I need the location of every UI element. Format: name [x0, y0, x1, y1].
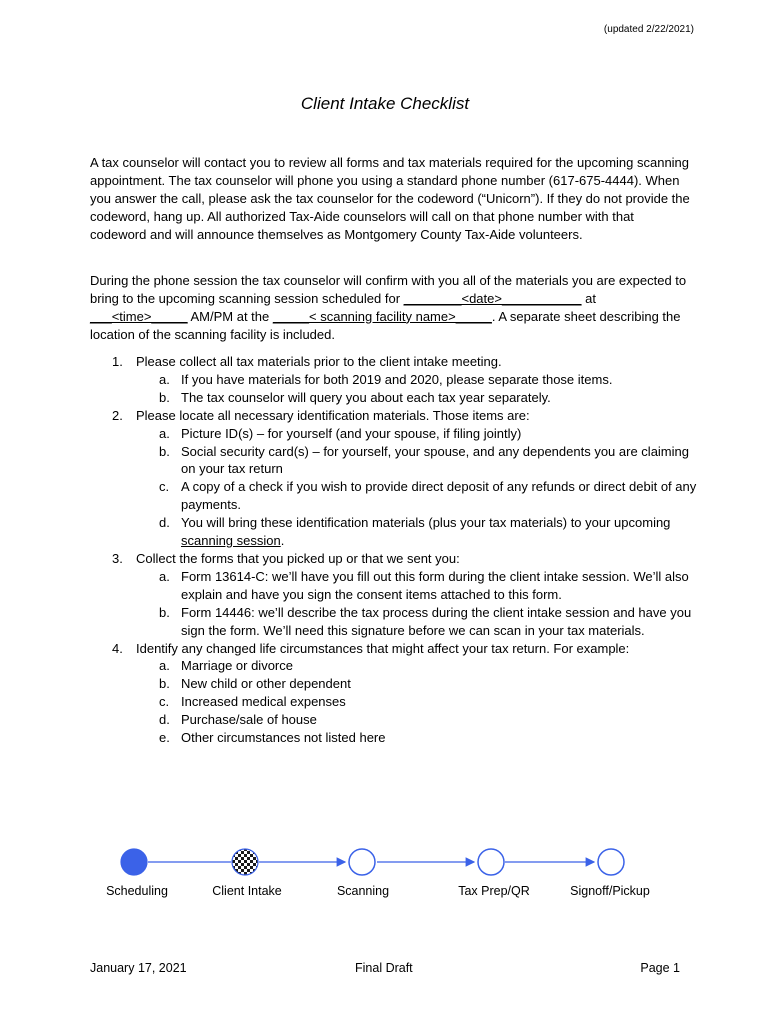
subitem-text-end: .: [280, 533, 285, 549]
subitem-text: Form 13614-C: we’ll have you fill out this form during the client intake session. We’ll also explain and have you sign the consent items attached to this form.: [181, 568, 689, 602]
session-paragraph: [90, 272, 690, 344]
updated-date: (updated 2/22/2021): [603, 24, 694, 35]
step-label-scanning: Scanning: [336, 884, 390, 898]
step-label-signoff: Signoff/Pickup: [570, 884, 650, 898]
checklist-subitem: [90, 514, 700, 550]
checklist-subitem: [90, 443, 700, 479]
step-label-client-intake: Client Intake: [212, 884, 282, 898]
subitem-letter: b.: [159, 604, 170, 620]
subitem-letter: c.: [159, 694, 170, 710]
step-pending-node: [598, 849, 624, 875]
subitem-letter: d.: [159, 712, 170, 728]
subitem-letter: a.: [159, 568, 170, 584]
item-text: Please locate all necessary identification materials. Those items are:: [136, 407, 530, 423]
checklist-subitem: [90, 568, 700, 604]
subitem-text: New child or other dependent: [181, 676, 351, 692]
session-text-1: During the phone session the tax counselor will confirm with you all of the materials you are expected to bring to the upcoming scanning session scheduled for: [90, 273, 687, 306]
checklist-subitem: [90, 711, 700, 729]
subitem-text: You will bring these identification materials (plus your tax materials) to your upcoming: [181, 515, 671, 531]
checklist-item: [90, 407, 700, 425]
subitem-text: A copy of a check if you wish to provide direct deposit of any refunds or direct debit of any payments.: [181, 479, 697, 513]
intro-paragraph: A tax counselor will contact you to review all forms and tax materials required for the upcoming scanning appointment. The tax counselor will phone you using a standard phone number (617-675-4444). When you answer the call, please ask the tax counselor for the codeword (“Unicorn”). If they do not provide the codeword, hang up. All authorized Tax-Aide counselors will call on that phone number with that codeword and will announce themselves as Montgomery County Tax-Aide volunteers.: [90, 155, 690, 242]
time-blank: ___<time>_____: [90, 308, 188, 324]
session-text-2: at: [581, 290, 596, 306]
session-text-3: AM/PM at the: [187, 308, 273, 324]
facility-blank: _____< scanning facility name>_____: [272, 308, 492, 324]
checklist-subitem: [90, 425, 700, 443]
footer-date: January 17, 2021: [90, 961, 187, 975]
session-text-4: . A separate sheet describing the location of the scanning facility is included.: [90, 308, 681, 342]
checklist: [90, 353, 700, 747]
step-current-node: [232, 849, 258, 875]
scanning-session-link[interactable]: scanning session: [181, 533, 281, 549]
checklist-subitem: [90, 729, 700, 747]
checklist-subitem: [90, 693, 700, 711]
item-text: Please collect all tax materials prior to the client intake meeting.: [136, 354, 502, 369]
step-complete-node: [121, 849, 147, 875]
subitem-text: Increased medical expenses: [181, 694, 346, 710]
item-number: 3.: [112, 550, 123, 566]
subitem-letter: a.: [159, 371, 170, 387]
subitem-text: Form 14446: we’ll describe the tax process during the client intake session and have you sign the form. We’ll need this signature before we can scan in your tax materials.: [181, 604, 692, 638]
subitem-letter: d.: [159, 515, 170, 531]
item-text: Identify any changed life circumstances that might affect your tax return. For example:: [136, 640, 630, 656]
subitem-text: Social security card(s) – for yourself, your spouse, and any dependents you are claiming on your tax return: [181, 443, 689, 477]
subitem-letter: a.: [159, 425, 170, 441]
subitem-text: Marriage or divorce: [181, 658, 293, 674]
checklist-subitem: [90, 657, 700, 675]
item-number: 4.: [112, 640, 123, 656]
subitem-text: Purchase/sale of house: [181, 712, 317, 728]
step-pending-node: [349, 849, 375, 875]
checklist-subitem: [90, 371, 700, 389]
footer-status: Final Draft: [355, 961, 413, 975]
date-blank: ________<date>___________: [403, 290, 582, 306]
subitem-text: Picture ID(s) – for yourself (and your spouse, if filing jointly): [181, 425, 522, 441]
checklist-subitem: [90, 604, 700, 640]
subitem-letter: e.: [159, 730, 170, 746]
checklist-subitem: [90, 675, 700, 693]
checklist-item: [90, 353, 700, 371]
checklist-subitem: [90, 389, 700, 407]
item-number: 2.: [112, 407, 123, 423]
step-pending-node: [478, 849, 504, 875]
item-text: Collect the forms that you picked up or that we sent you:: [136, 550, 460, 566]
subitem-letter: a.: [159, 658, 170, 674]
item-number: 1.: [112, 354, 123, 369]
footer-page-number: Page 1: [640, 961, 680, 975]
checklist-item: [90, 550, 700, 568]
checklist-item: [90, 640, 700, 658]
subitem-text: Other circumstances not listed here: [181, 730, 386, 746]
document-title: Client Intake Checklist: [300, 94, 470, 113]
process-flow: [100, 842, 680, 912]
step-label-tax-prep: Tax Prep/QR: [458, 884, 530, 898]
step-label-scheduling: Scheduling: [106, 884, 168, 898]
subitem-letter: b.: [159, 443, 170, 459]
process-flow-graphic: [100, 842, 680, 882]
checklist-subitem: [90, 478, 700, 514]
subitem-text: The tax counselor will query you about each tax year separately.: [181, 389, 551, 405]
subitem-letter: b.: [159, 389, 170, 405]
subitem-letter: c.: [159, 479, 170, 495]
subitem-letter: b.: [159, 676, 170, 692]
subitem-text: If you have materials for both 2019 and 2020, please separate those items.: [181, 371, 613, 387]
